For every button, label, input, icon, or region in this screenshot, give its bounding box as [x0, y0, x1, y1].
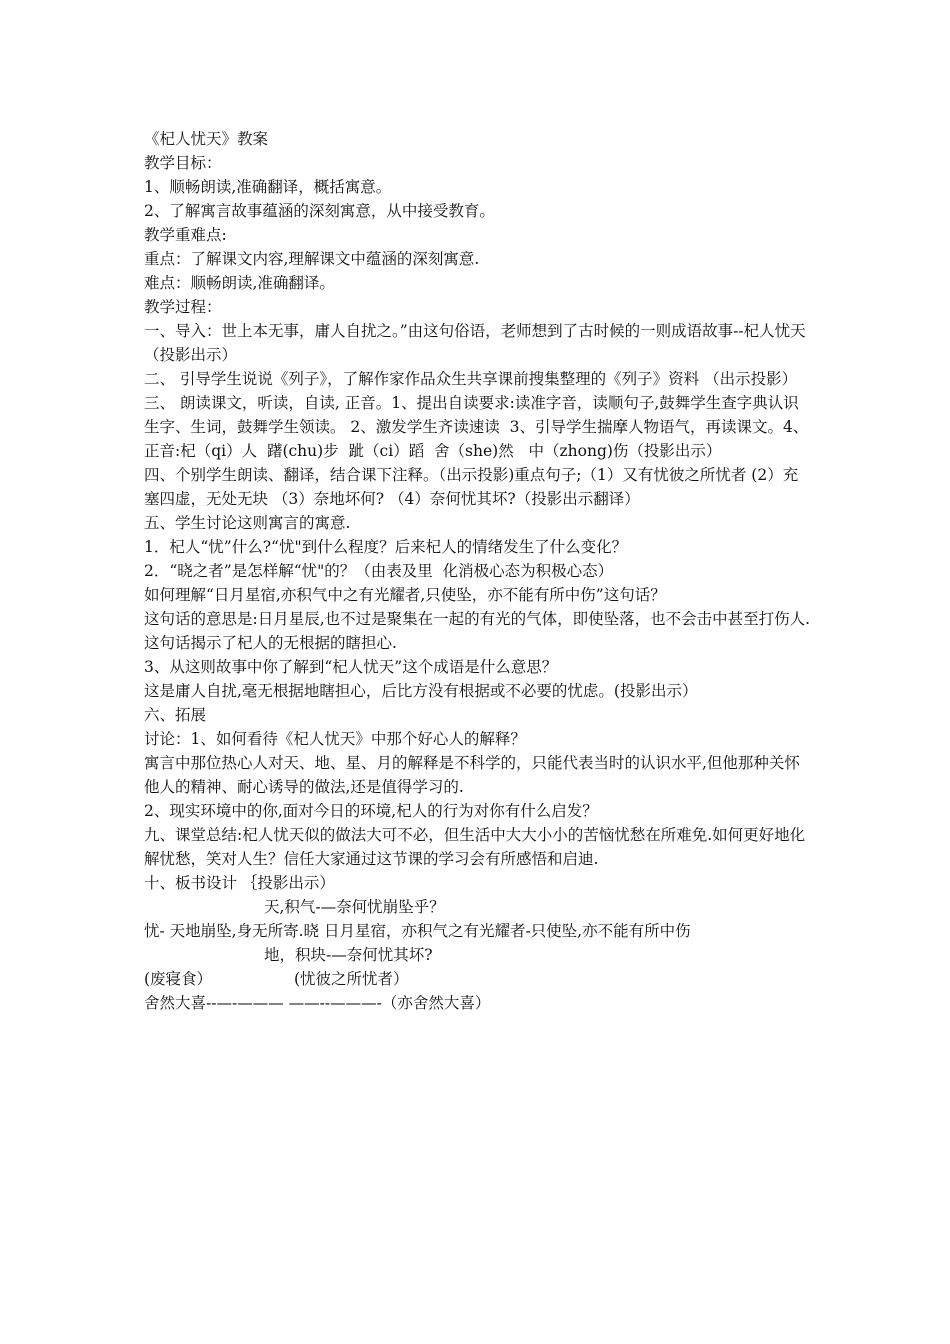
discussion-1-answer: 寓言中那位热心人对天、地、星、月的解释是不科学的，只能代表当时的认识水平,但他那种关怀他人的精神、耐心诱导的做法,还是值得学习的. [144, 754, 800, 796]
key-focus: 重点：了解课文内容,理解课文中蕴涵的深刻寓意. [144, 250, 480, 268]
step-9: 九、课堂总结:杞人忧天似的做法大可不必，但生活中大大小小的苦恼忧愁在所难免.如何更好地化解忧愁，笑对人生？信任大家通过这节课的学习会有所感悟和启迪. [144, 826, 806, 868]
document-body [144, 127, 812, 1015]
step-1: 一、导入：世上本无事，庸人自扰之。”由这句俗语，老师想到了古时候的一则成语故事--杞人忧天（投影出示） [144, 322, 806, 364]
board-line-4-right: (忧彼之所忧者） [294, 970, 409, 988]
step-4: 四、个别学生朗读、翻译，结合课下注释。（出示投影)重点句子;（1）又有忧彼之所忧者 (2）充塞四虚，无处无块 （3）奈地坏何? （4）奈何忧其坏?（投影出示翻译） [144, 466, 799, 508]
question-2-answer: 这句话的意思是:日月星辰,也不过是聚集在一起的有光的气体，即使坠落，也不会击中甚至打伤人.这句话揭示了杞人的无根据的瞎担心. [144, 610, 811, 652]
goals-heading: 教学目标： [144, 154, 222, 172]
step-6: 六、拓展 [144, 706, 207, 724]
board-line-1: 天,积气-—奈何忧崩坠乎？ [264, 898, 445, 916]
board-line-4 [144, 967, 812, 991]
goal-2: 2、了解寓言故事蕴涵的深刻寓意，从中接受教育。 [144, 202, 495, 220]
question-3: 3、从这则故事中你了解到“杞人忧天”这个成语是什么意思？ [144, 658, 558, 676]
question-3-answer: 这是庸人自扰,毫无根据地瞎担心，后比方没有根据或不必要的忧虑。(投影出示） [144, 682, 698, 700]
step-5: 五、学生讨论这则寓言的寓意. [144, 514, 351, 532]
question-2: 2．“晓之者”是怎样解“忧"的？（由表及里 化消极心态为积极心态） [144, 562, 614, 580]
key-difficult: 难点：顺畅朗读,准确翻译。 [144, 274, 335, 292]
step-10: 十、板书设计 ｛投影出示） [144, 874, 335, 892]
step-2: 二、 引导学生说说《列子》，了解作家作品众生共享课前搜集整理的《列子》资料 （出示投影） [144, 370, 798, 388]
document-title: 《杞人忧天》教案 [144, 130, 269, 148]
discussion-1: 讨论：1、如何看待《杞人忧天》中那个好心人的解释？ [144, 730, 526, 748]
keypoints-heading: 教学重难点: [144, 226, 227, 244]
process-heading: 教学过程： [144, 298, 222, 316]
board-line-2: 忧- 天地崩坠,身无所寄.晓 日月星宿，亦积气之有光耀者-只使坠,亦不能有所中伤 [144, 922, 691, 940]
discussion-2: 2、现实环境中的你,面对今日的环境,杞人的行为对你有什么启发？ [144, 802, 598, 820]
question-2-sub: 如何理解“日月星宿,亦积气中之有光耀者,只使坠，亦不能有所中伤”这句话？ [144, 586, 666, 604]
board-line-5: 舍然大喜--—-——— ——--———-（亦舍然大喜） [144, 994, 491, 1012]
board-line-3: 地，积块-—奈何忧其坏? [264, 946, 433, 964]
board-line-4-left: (废寝食） [144, 970, 213, 988]
question-1: 1．杞人“忧”什么?“忧"到什么程度？后来杞人的情绪发生了什么变化？ [144, 538, 628, 556]
goal-1: 1、顺畅朗读,准确翻译，概括寓意。 [144, 178, 392, 196]
step-3: 三、 朗读课文，听读，自读, 正音。1、提出自读要求:读准字音，读顺句子,鼓舞学生查字典认识生字、生词，鼓舞学生领读。 2、激发学生齐读速读 3、引导学生揣摩人物语气，再读课文。4、正音:杞（qi）人 躇(chu)步 跐（ci）蹈 舍（she)然 中（zhong)伤（投影出示） [144, 394, 809, 460]
